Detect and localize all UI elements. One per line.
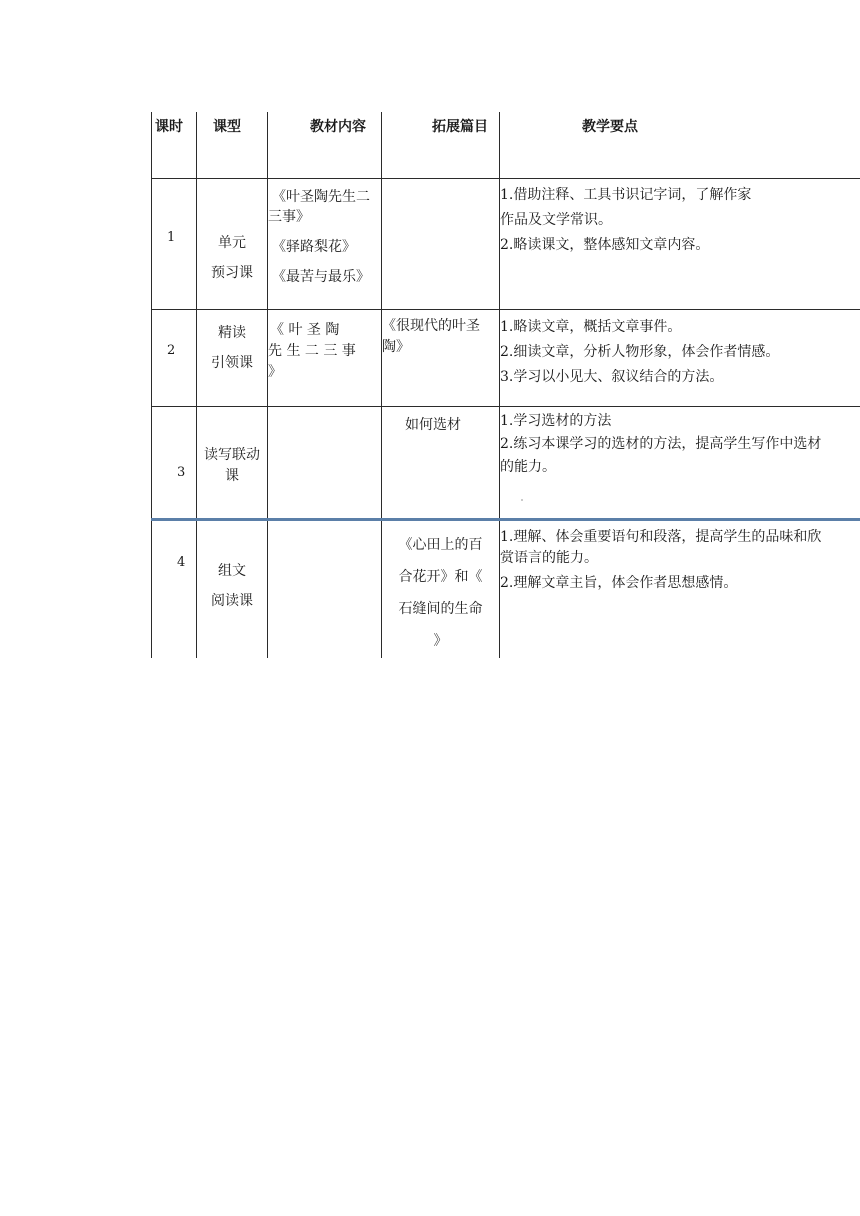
row-2-material: [268, 320, 356, 383]
row-1-point-line: 2.略读课文，整体感知文章内容。: [500, 237, 710, 253]
row-3-extension: 如何选材: [405, 417, 461, 433]
row-2-points: [500, 315, 779, 390]
row-2-type: [198, 318, 266, 378]
row-2-point-line: 1.略读文章，概括文章事件。: [500, 319, 682, 335]
row-4-extension-line: 石缝间的生命: [398, 601, 483, 617]
row-1-type: [198, 228, 266, 288]
row-4-extension-line: 《心田上的百: [398, 537, 483, 553]
row-3-number: 3: [177, 465, 186, 480]
row-1-points: [500, 183, 751, 258]
row-divider-3: [151, 518, 860, 521]
row-divider-2: [151, 406, 860, 407]
row-2-extension: [382, 316, 480, 358]
row-4-extension-line: 合花开》和《: [398, 569, 483, 585]
row-2-material-line: 《 叶 圣 陶: [270, 322, 340, 338]
row-4-type-line: 组文: [218, 563, 246, 579]
table-divider-1: [196, 112, 197, 658]
header-lesson-type: 课型: [213, 119, 241, 135]
row-4-point-line: 2.理解文章主旨，体会作者思想感情。: [500, 575, 738, 591]
row-4-points: [500, 527, 821, 594]
row-1-material-line: 《叶圣陶先生二: [272, 189, 370, 205]
row-4-type: [198, 556, 266, 616]
row-4-number: 4: [177, 555, 186, 570]
row-1-material-line: 《最苦与最乐》: [272, 269, 370, 285]
row-2-number: 2: [167, 343, 176, 358]
row-1-type-line: 单元: [218, 235, 246, 251]
row-1-point-line: 作品及文学常识。: [500, 212, 612, 228]
row-2-extension-line: 《很现代的叶圣: [382, 318, 480, 334]
row-2-material-line: 先 生 二 三 事: [268, 343, 356, 359]
row-2-type-line: 引领课: [211, 355, 253, 371]
row-4-extension: [382, 529, 499, 657]
row-3-point-line: 1.学习选材的方法: [500, 413, 612, 429]
header-key-points: 教学要点: [582, 119, 638, 135]
scan-speck: [521, 499, 523, 501]
header-extension: 拓展篇目: [432, 119, 488, 135]
row-3-points: [500, 410, 821, 479]
table-border-left: [151, 112, 152, 658]
row-3-type: [198, 445, 266, 487]
row-2-material-line: 》: [268, 364, 282, 380]
row-4-point-line: 1.理解、体会重要语句和段落，提高学生的品味和欣: [500, 529, 822, 545]
row-divider-header: [151, 178, 860, 179]
header-material: 教材内容: [310, 119, 366, 135]
row-2-type-line: 精读: [218, 325, 246, 341]
row-1-material-line: 三事》: [268, 209, 310, 225]
row-3-type-line: 课: [225, 468, 239, 484]
row-1-type-line: 预习课: [211, 265, 253, 281]
row-2-extension-line: 陶》: [382, 339, 410, 355]
row-3-type-line: 读写联动: [204, 447, 260, 463]
row-3-point-line: 的能力。: [500, 459, 556, 475]
row-1-material: [268, 187, 370, 287]
row-3-point-line: 2.练习本课学习的选材的方法，提高学生写作中选材: [500, 436, 822, 452]
header-lesson-hours: 课时: [155, 119, 183, 135]
row-1-number: 1: [167, 230, 176, 245]
row-4-point-line: 赏语言的能力。: [500, 550, 598, 566]
row-1-point-line: 1.借助注释、工具书识记字词，了解作家: [500, 187, 752, 203]
row-divider-1: [151, 309, 860, 310]
row-4-extension-line: 》: [433, 633, 448, 649]
row-2-point-line: 3.学习以小见大、叙议结合的方法。: [500, 369, 724, 385]
row-1-material-line: 《驿路梨花》: [272, 239, 356, 255]
row-2-point-line: 2.细读文章，分析人物形象，体会作者情感。: [500, 344, 780, 360]
row-4-type-line: 阅读课: [211, 593, 253, 609]
